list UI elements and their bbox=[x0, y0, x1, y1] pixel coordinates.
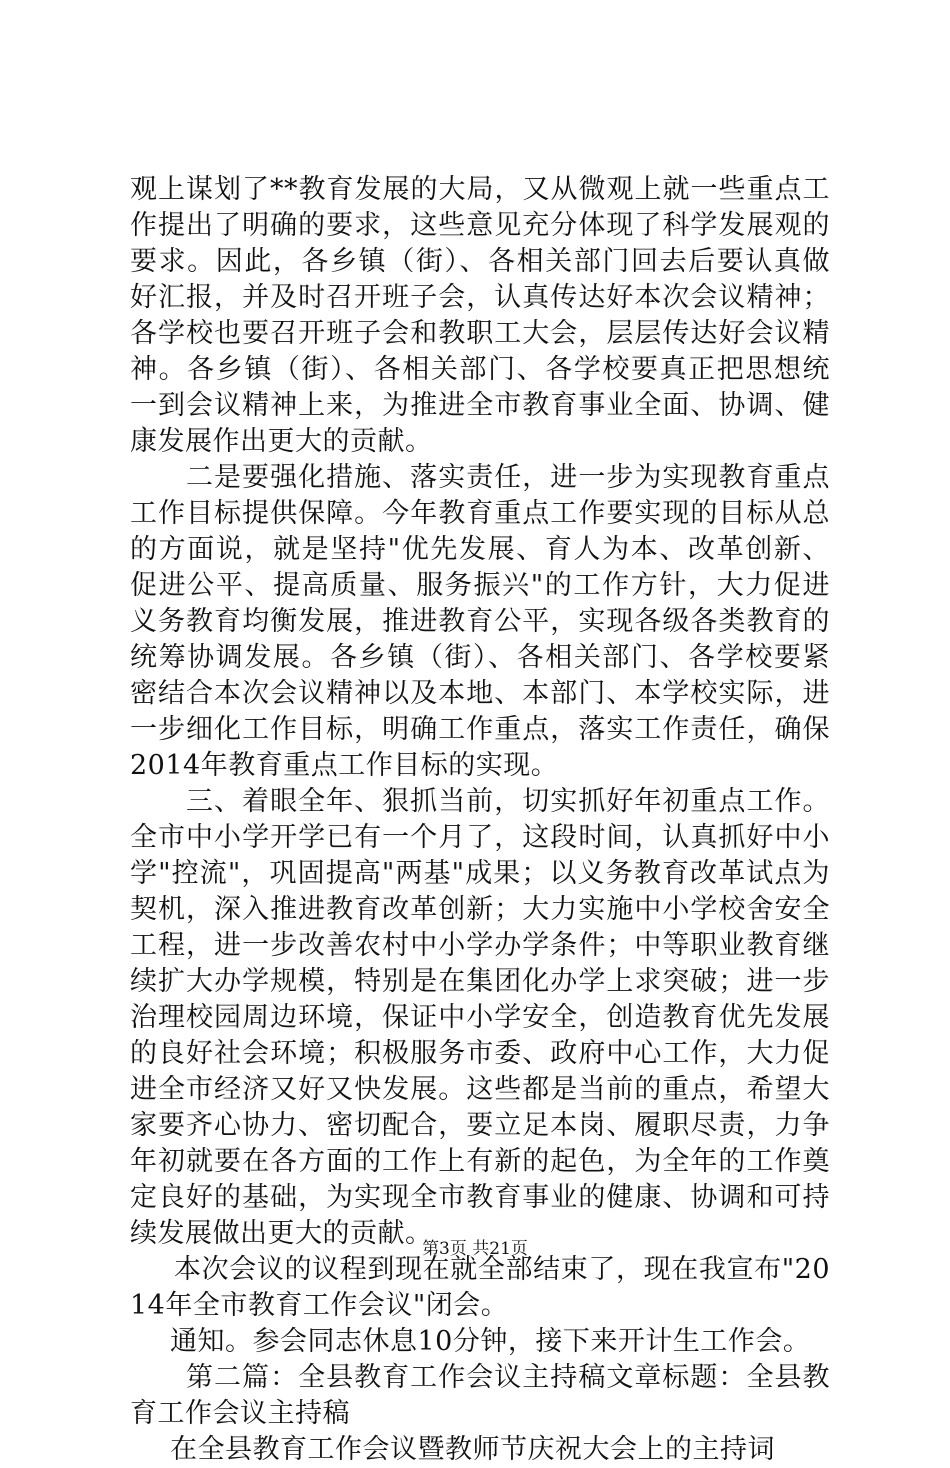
paragraph-notice: 通知。参会同志休息10分钟，接下来开计生工作会。 bbox=[170, 1326, 811, 1357]
paragraph-point-three: 三、着眼全年、狠抓当前，切实抓好年初重点工作。全市中小学开学已有一个月了，这段时间，认真抓好中小学"控流"，巩固提高"两基"成果；以义务教育改革试点为契机，深入推进教育改革创新；大力实施中小学校舍安全工程，进一步改善农村中小学办学条件；中等职业教育继续扩大办学规模，特别是在集团化办学上求突破；进一步治理校园周边环境，保证中小学安全，创造教育优先发展的良好社会环境；积极服务市委、政府中心工作，大力促进全市经济又好又快发展。这些都是当前的重点，希望大家要齐心协力、密切配合，要立足本岗、履职尽责，力争年初就要在各方面的工作上有新的起色，为全年的工作奠定良好的基础，为实现全市教育事业的健康、协调和可持续发展做出更大的贡献。 bbox=[130, 786, 830, 1249]
page-number-footer: 第3页 共21页 bbox=[422, 1239, 528, 1259]
paragraph-continuation: 观上谋划了**教育发展的大局，又从微观上就一些重点工作提出了明确的要求，这些意见充分体现了科学发展观的要求。因此，各乡镇（街）、各相关部门回去后要认真做好汇报，并及时召开班子会，认真传达好本次会议精神；各学校也要召开班子会和教职工大会，层层传达好会议精神。各乡镇（街）、各相关部门、各学校要真正把思想统一到会议精神上来，为推进全市教育事业全面、协调、健康发展作出更大的贡献。 bbox=[130, 174, 830, 457]
paragraph-host-speech-title: 在全县教育工作会议暨教师节庆祝大会上的主持词 bbox=[170, 1434, 775, 1465]
paragraph-closing: 本次会议的议程到现在就全部结束了，现在我宣布"2014年全市教育工作会议"闭会。 bbox=[130, 1254, 830, 1321]
paragraph-point-two: 二是要强化措施、落实责任，进一步为实现教育重点工作目标提供保障。今年教育重点工作要实现的目标从总的方面说，就是坚持"优先发展、育人为本、改革创新、促进公平、提高质量、服务振兴"的工作方针，大力促进义务教育均衡发展，推进教育公平，实现各级各类教育的统筹协调发展。各乡镇（街）、各相关部门、各学校要紧密结合本次会议精神以及本地、本部门、本学校实际，进一步细化工作目标，明确工作重点，落实工作责任，确保2014年教育重点工作目标的实现。 bbox=[130, 462, 830, 781]
document-body bbox=[130, 172, 830, 1468]
paragraph-second-article-title: 第二篇：全县教育工作会议主持稿文章标题：全县教育工作会议主持稿 bbox=[130, 1362, 830, 1429]
